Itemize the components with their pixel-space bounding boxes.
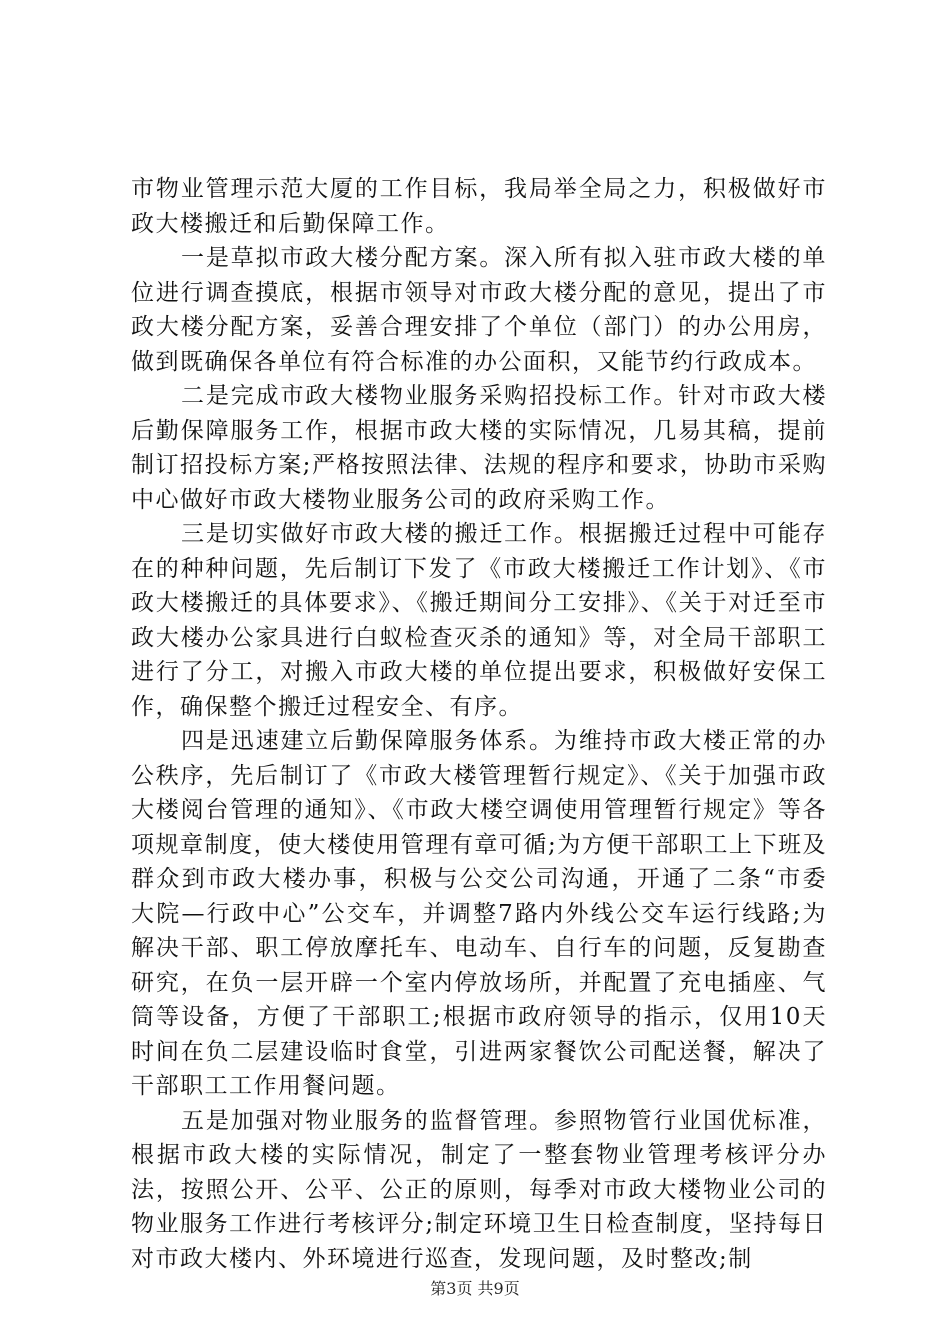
page-number-footer: 第3页 共9页 (430, 1279, 520, 1298)
paragraph-item-5: 五是加强对物业服务的监督管理。参照物管行业国优标准，根据市政大楼的实际情况，制定了一整套物业管理考核评分办法，按照公开、公平、公正的原则，每季对市政大楼物业公司的物业服务工作进行考核评分;制定环境卫生日检查制度，坚持每日对市政大楼内、外环境进行巡查，发现问题，及时整改;制 (131, 1107, 827, 1272)
paragraph-item-1: 一是草拟市政大楼分配方案。深入所有拟入驻市政大楼的单位进行调查摸底，根据市领导对市政大楼分配的意见，提出了市政大楼分配方案，妥善合理安排了个单位（部门）的办公用房，做到既确保各单位有符合标准的办公面积，又能节约行政成本。 (131, 245, 827, 375)
paragraph-item-4: 四是迅速建立后勤保障服务体系。为维持市政大楼正常的办公秩序，先后制订了《市政大楼管理暂行规定》、《关于加强市政大楼阅台管理的通知》、《市政大楼空调使用管理暂行规定》等各项规章制度，使大楼使用管理有章可循;为方便干部职工上下班及群众到市政大楼办事，积极与公交公司沟通，开通了二条“市委大院—行政中心”公交车，并调整7路内外线公交车运行线路;为解决干部、职工停放摩托车、电动车、自行车的问题，反复勘查研究，在负一层开辟一个室内停放场所，并配置了充电插座、气筒等设备，方便了干部职工;根据市政府领导的指示，仅用10天时间在负二层建设临时食堂，引进两家餐饮公司配送餐，解决了干部职工工作用餐问题。 (131, 728, 827, 1099)
document-body (131, 172, 827, 1276)
paragraph-item-3: 三是切实做好市政大楼的搬迁工作。根据搬迁过程中可能存在的种种问题，先后制订下发了《市政大楼搬迁工作计划》、《市政大楼搬迁的具体要求》、《搬迁期间分工安排》、《关于对迁至市政大楼办公家具进行白蚁检查灭杀的通知》等，对全局干部职工进行了分工，对搬入市政大楼的单位提出要求，积极做好安保工作，确保整个搬迁过程安全、有序。 (131, 521, 827, 720)
paragraph-item-2: 二是完成市政大楼物业服务采购招投标工作。针对市政大楼后勤保障服务工作，根据市政大楼的实际情况，几易其稿，提前制订招投标方案;严格按照法律、法规的程序和要求，协助市采购中心做好市政大楼物业服务公司的政府采购工作。 (131, 383, 827, 513)
paragraph-continuation: 市物业管理示范大厦的工作目标，我局举全局之力，积极做好市政大楼搬迁和后勤保障工作。 (131, 176, 827, 237)
